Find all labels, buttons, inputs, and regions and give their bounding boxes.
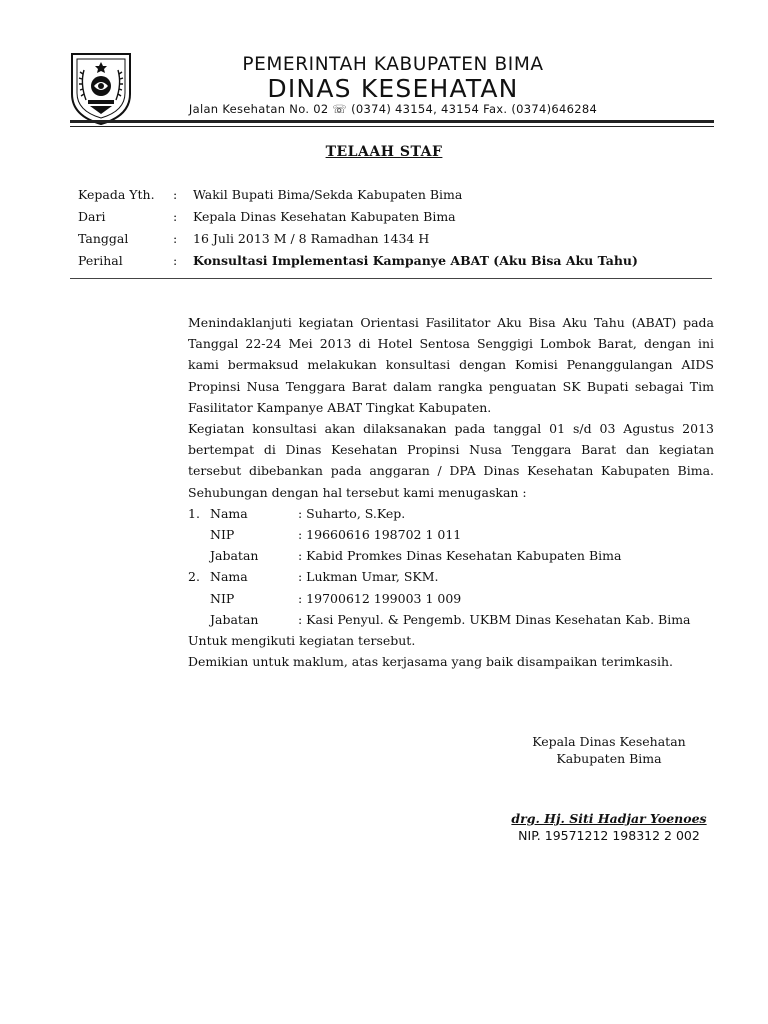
field-label: NIP	[210, 590, 235, 606]
meta-colon: :	[173, 187, 178, 202]
signature-office-region: Kabupaten Bima	[556, 751, 662, 766]
closing-line-1: Untuk mengikuti kegiatan tersebut.	[188, 632, 416, 648]
field-label: Nama	[210, 569, 248, 585]
field-label: Jabatan	[210, 611, 259, 627]
assigned-staff-list	[188, 503, 714, 630]
meta-row-recipient	[78, 184, 638, 206]
list-item	[188, 524, 714, 545]
meta-label: Dari	[78, 209, 106, 224]
signature-office-title: Kepala Dinas Kesehatan	[532, 734, 686, 749]
field-label: Nama	[210, 505, 248, 521]
document-title: TELAAH STAF	[325, 144, 443, 160]
list-item	[188, 545, 714, 566]
field-label: Jabatan	[210, 548, 259, 564]
meta-label: Tanggal	[78, 231, 129, 246]
letter-meta	[78, 184, 638, 272]
letter-body	[188, 312, 714, 672]
header-rule-thin	[70, 126, 714, 127]
list-item	[188, 503, 714, 524]
header-address: Jalan Kesehatan No. 02 ☏ (0374) 43154, 43154 Fax. (0374)646284	[188, 102, 598, 116]
meta-label: Kepada Yth.	[78, 187, 155, 202]
meta-row-date	[78, 228, 638, 250]
list-item	[188, 609, 714, 630]
header-rule-thick	[70, 120, 714, 123]
meta-colon: :	[173, 209, 178, 224]
signer-block	[500, 810, 718, 844]
closing-line-2: Demikian untuk maklum, atas kerjasama yang baik disampaikan terimkasih.	[188, 654, 673, 670]
meta-label: Perihal	[78, 253, 123, 268]
meta-value: 16 Juli 2013 M / 8 Ramadhan 1434 H	[193, 231, 430, 246]
list-item	[188, 566, 714, 587]
field-value: : Kabid Promkes Dinas Kesehatan Kabupaten Bima	[298, 548, 622, 564]
field-value: : Suharto, S.Kep.	[298, 505, 406, 521]
meta-colon: :	[173, 253, 178, 268]
meta-value-subject: Konsultasi Implementasi Kampanye ABAT (Aku Bisa Aku Tahu)	[193, 253, 638, 268]
body-paragraph-2: Kegiatan konsultasi akan dilaksanakan pada tanggal 01 s/d 03 Agustus 2013 bertempat di Dinas Kesehatan Propinsi Nusa Tenggara Barat dan kegiatan tersebut dibebankan pada anggaran / DPA Dinas Kesehatan Kabupaten Bima. Sehubungan dengan hal tersebut kami menugaskan :	[188, 421, 714, 500]
meta-value: Kepala Dinas Kesehatan Kabupaten Bima	[193, 209, 456, 224]
signer-name: drg. Hj. Siti Hadjar Yoenoes	[511, 811, 707, 826]
field-value: : Kasi Penyul. & Pengemb. UKBM Dinas Kesehatan Kab. Bima	[298, 611, 691, 627]
field-value: : 19700612 199003 1 009	[298, 590, 462, 606]
meta-row-subject	[78, 250, 638, 272]
signature-block	[500, 733, 718, 767]
header-government-name: PEMERINTAH KABUPATEN BIMA	[242, 54, 544, 75]
meta-colon: :	[173, 231, 178, 246]
field-label: NIP	[210, 527, 235, 543]
header-office-name: DINAS KESEHATAN	[267, 74, 519, 103]
body-paragraph-1: Menindaklanjuti kegiatan Orientasi Fasilitator Aku Bisa Aku Tahu (ABAT) pada Tanggal 22-24 Mei 2013 di Hotel Sentosa Senggigi Lombok Barat, dengan ini kami bermaksud melakukan konsultasi dengan Komisi Penanggulangan AIDS Propinsi Nusa Tenggara Barat dalam rangka penguatan SK Bupati sebagai Tim Fasilitator Kampanye ABAT Tingkat Kabupaten.	[188, 315, 714, 415]
field-value: : 19660616 198702 1 011	[298, 527, 462, 543]
list-item	[188, 588, 714, 609]
signer-nip: NIP. 19571212 198312 2 002	[518, 828, 700, 843]
meta-row-from	[78, 206, 638, 228]
meta-value: Wakil Bupati Bima/Sekda Kabupaten Bima	[193, 187, 463, 202]
list-number: 1.	[188, 505, 200, 521]
meta-divider	[70, 278, 712, 279]
list-number: 2.	[188, 569, 200, 585]
field-value: : Lukman Umar, SKM.	[298, 569, 439, 585]
